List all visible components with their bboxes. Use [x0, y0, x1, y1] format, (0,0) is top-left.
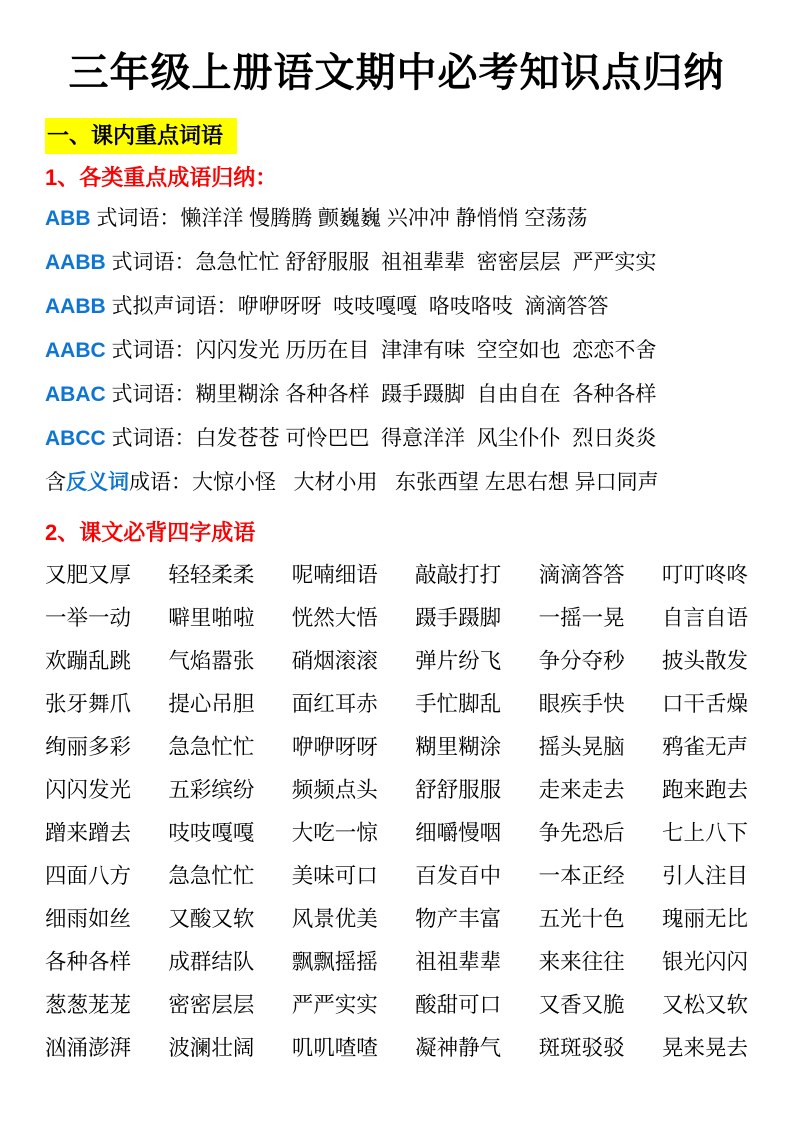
idiom-cell: 银光闪闪 — [661, 949, 748, 974]
page-title: 三年级上册语文期中必考知识点归纳 — [68, 51, 725, 95]
idiom-cell: 面红耳赤 — [291, 691, 378, 716]
idiom-cell: 欢蹦乱跳 — [45, 648, 132, 673]
idiom-cell: 手忙脚乱 — [415, 691, 502, 716]
pattern-label: AABB — [45, 294, 106, 318]
idiom-cell: 叮叮咚咚 — [661, 562, 748, 587]
idiom-cell: 频频点头 — [291, 777, 378, 802]
idiom-cell: 细嚼慢咽 — [415, 820, 502, 845]
idiom-cell: 美味可口 — [291, 863, 378, 888]
idiom-cell: 叽叽喳喳 — [291, 1035, 378, 1060]
idiom-cell: 口干舌燥 — [661, 691, 748, 716]
word-pattern-line — [45, 461, 748, 505]
word-pattern-line — [45, 329, 748, 373]
pattern-label: 反义词 — [66, 470, 129, 494]
idiom-cell: 酸甜可口 — [415, 992, 502, 1017]
idiom-cell: 争分夺秒 — [538, 648, 625, 673]
idiom-cell: 来来往往 — [538, 949, 625, 974]
idiom-cell: 严严实实 — [291, 992, 378, 1017]
idiom-cell: 各种各样 — [45, 949, 132, 974]
word-pattern-line — [45, 417, 748, 461]
idiom-cell: 气焰嚣张 — [168, 648, 255, 673]
idiom-cell: 糊里糊涂 — [415, 734, 502, 759]
word-pattern-line — [45, 373, 748, 417]
idiom-cell: 呢喃细语 — [291, 562, 378, 587]
idiom-cell: 噼里啪啦 — [168, 605, 255, 630]
line-text: 成语：大惊小怪 大材小用 东张西望 左思右想 异口同声 — [129, 470, 659, 494]
idiom-cell: 七上八下 — [661, 820, 748, 845]
idiom-cell: 又肥又厚 — [45, 562, 132, 587]
idiom-cell: 波澜壮阔 — [168, 1035, 255, 1060]
idiom-cell: 成群结队 — [168, 949, 255, 974]
idiom-cell: 跑来跑去 — [661, 777, 748, 802]
idiom-cell: 汹涌澎湃 — [45, 1035, 132, 1060]
idiom-cell: 自言自语 — [661, 605, 748, 630]
idiom-cell: 物产丰富 — [415, 906, 502, 931]
idiom-cell: 斑斑驳驳 — [538, 1035, 625, 1060]
idiom-cell: 提心吊胆 — [168, 691, 255, 716]
pattern-label: ABB — [45, 206, 91, 230]
line-text: 含 — [45, 470, 66, 494]
line-text: 式词语：白发苍苍 可怜巴巴 得意洋洋 风尘仆仆 烈日炎炎 — [105, 426, 657, 450]
word-pattern-line — [45, 285, 748, 329]
idiom-cell: 硝烟滚滚 — [291, 648, 378, 673]
subtitle-must-memorize-idioms: 2、课文必背四字成语 — [45, 519, 256, 545]
idiom-cell: 敲敲打打 — [415, 562, 502, 587]
idiom-cell: 一摇一晃 — [538, 605, 625, 630]
idiom-cell: 咿咿呀呀 — [291, 734, 378, 759]
idiom-cell: 急急忙忙 — [168, 863, 255, 888]
idiom-cell: 吱吱嘎嘎 — [168, 820, 255, 845]
idiom-cell: 五光十色 — [538, 906, 625, 931]
line-text: 式词语：闪闪发光 历历在目 津津有味 空空如也 恋恋不舍 — [105, 338, 657, 362]
idiom-cell: 凝神静气 — [415, 1035, 502, 1060]
pattern-label: AABB — [45, 250, 106, 274]
word-pattern-line — [45, 241, 748, 285]
subtitle-idiom-categories: 1、各类重点成语归纳： — [45, 165, 278, 191]
idiom-cell: 瑰丽无比 — [661, 906, 748, 931]
idiom-cell: 眼疾手快 — [538, 691, 625, 716]
idiom-cell: 四面八方 — [45, 863, 132, 888]
idiom-cell: 又松又软 — [661, 992, 748, 1017]
idiom-cell: 密密层层 — [168, 992, 255, 1017]
line-text: 式词语：懒洋洋 慢腾腾 颤巍巍 兴冲冲 静悄悄 空荡荡 — [90, 206, 588, 230]
pattern-label: ABAC — [45, 382, 106, 406]
idiom-cell: 摇头晃脑 — [538, 734, 625, 759]
word-lines — [45, 197, 748, 505]
idiom-cell: 急急忙忙 — [168, 734, 255, 759]
pattern-label: AABC — [45, 338, 106, 362]
section-header-wrap — [45, 118, 748, 154]
idiom-cell: 蹭来蹭去 — [45, 820, 132, 845]
idiom-cell: 晃来晃去 — [661, 1035, 748, 1060]
idiom-cell: 细雨如丝 — [45, 906, 132, 931]
idiom-cell: 鸦雀无声 — [661, 734, 748, 759]
section-header-highlighted: 一、课内重点词语 — [45, 118, 237, 154]
idiom-cell: 张牙舞爪 — [45, 691, 132, 716]
idiom-cell: 恍然大悟 — [291, 605, 378, 630]
idiom-cell: 轻轻柔柔 — [168, 562, 255, 587]
idiom-cell: 又香又脆 — [538, 992, 625, 1017]
line-text: 式拟声词语：咿咿呀呀 吱吱嘎嘎 咯吱咯吱 滴滴答答 — [105, 294, 609, 318]
idiom-cell: 五彩缤纷 — [168, 777, 255, 802]
idiom-cell: 绚丽多彩 — [45, 734, 132, 759]
idiom-cell: 弹片纷飞 — [415, 648, 502, 673]
idiom-cell: 披头散发 — [661, 648, 748, 673]
idiom-cell: 又酸又软 — [168, 906, 255, 931]
idiom-cell: 一本正经 — [538, 863, 625, 888]
line-text: 式词语：急急忙忙 舒舒服服 祖祖辈辈 密密层层 严严实实 — [105, 250, 657, 274]
idiom-grid — [45, 554, 748, 1070]
idiom-cell: 争先恐后 — [538, 820, 625, 845]
pattern-label: ABCC — [45, 426, 106, 450]
idiom-cell: 滴滴答答 — [538, 562, 625, 587]
idiom-cell: 葱葱茏茏 — [45, 992, 132, 1017]
idiom-cell: 闪闪发光 — [45, 777, 132, 802]
idiom-cell: 一举一动 — [45, 605, 132, 630]
word-pattern-line — [45, 197, 748, 241]
line-text: 式词语：糊里糊涂 各种各样 蹑手蹑脚 自由自在 各种各样 — [105, 382, 657, 406]
idiom-cell: 引人注目 — [661, 863, 748, 888]
idiom-cell: 百发百中 — [415, 863, 502, 888]
idiom-cell: 舒舒服服 — [415, 777, 502, 802]
idiom-cell: 蹑手蹑脚 — [415, 605, 502, 630]
idiom-cell: 大吃一惊 — [291, 820, 378, 845]
idiom-cell: 风景优美 — [291, 906, 378, 931]
idiom-cell: 祖祖辈辈 — [415, 949, 502, 974]
idiom-cell: 走来走去 — [538, 777, 625, 802]
idiom-cell: 飘飘摇摇 — [291, 949, 378, 974]
